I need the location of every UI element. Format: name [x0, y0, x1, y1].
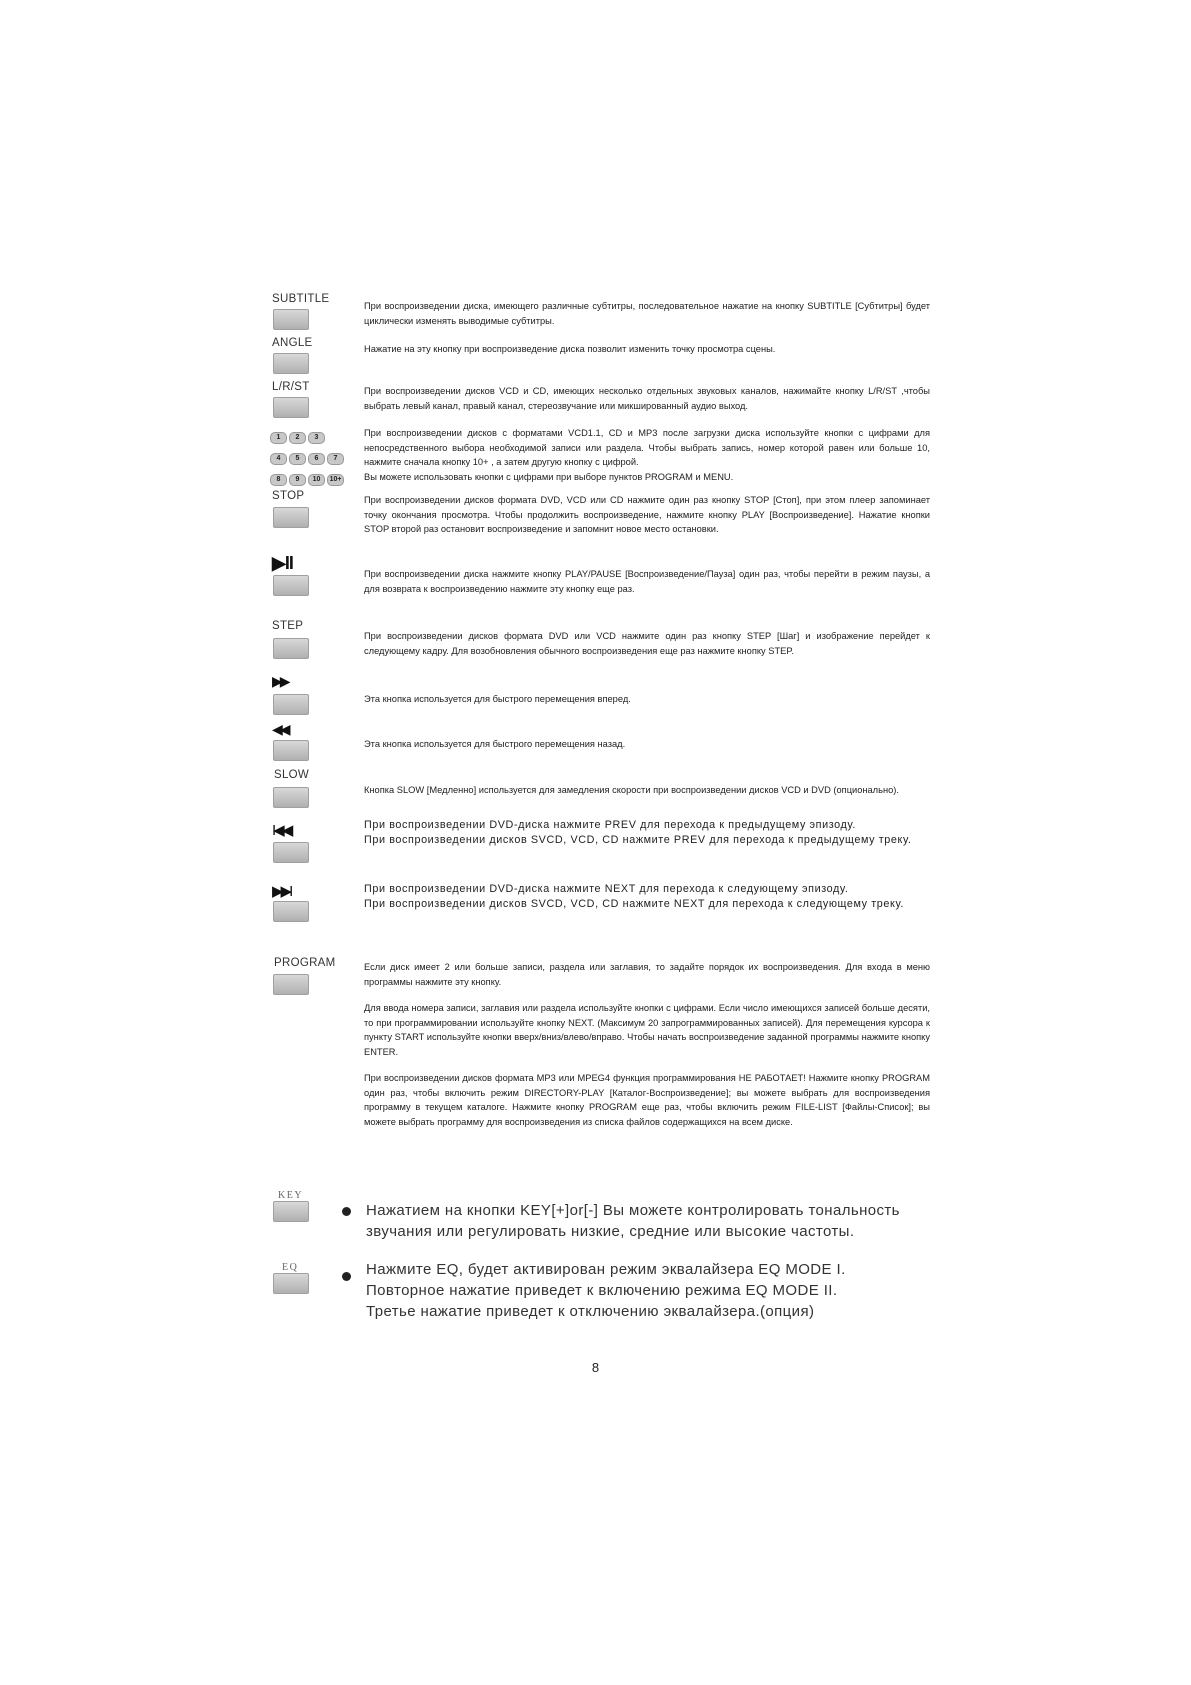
step-label: STEP	[272, 620, 304, 632]
step-button-icon	[273, 638, 309, 659]
lrst-description: При воспроизведении дисков VCD и CD, имеющих несколько отдельных звуковых каналов, нажимайте кнопку L/R/ST ,чтобы выбрать левый канал, правый канал, стереозвучание или микшированный аудио выход.	[364, 386, 930, 411]
next-icon: ▶▶I	[272, 883, 291, 900]
program-button-icon	[273, 974, 309, 995]
key-label: KEY	[278, 1190, 304, 1201]
angle-label: ANGLE	[272, 337, 313, 349]
playpause-description: При воспроизведении диска нажмите кнопку PLAY/PAUSE [Воспроизведение/Пауза] один раз, чтобы перейти в режим паузы, а для возврата к воспроизведению нажмите эту кнопку еще раз.	[364, 569, 930, 594]
backward-description: Эта кнопка используется для быстрого перемещения назад.	[364, 739, 626, 749]
slow-description: Кнопка SLOW [Медленно] используется для замедления скорости при воспроизведении дисков VCD и DVD (опционально).	[364, 785, 899, 795]
angle-button-icon	[273, 353, 309, 374]
play-pause-icon: ▶II	[272, 553, 293, 573]
subtitle-button-icon	[273, 309, 309, 330]
number-keys-description: При воспроизведении дисков с форматами VCD1.1, CD и MP3 после загрузки диска используйте кнопки с цифрами для непосредственного выбора необходимой записи или раздела. Чтобы выбрать запись, номер которой равен или больше 10, нажмите сначала кнопку 10+ , а затем другую кнопку с цифрой. Вы можете использовать кнопки с цифрами при выборе пунктов PROGRAM и MENU.	[364, 428, 930, 482]
slow-button-icon	[273, 787, 309, 808]
prev-description: При воспроизведении DVD-диска нажмите PREV для перехода к предыдущему эпизоду. При воспроизведении дисков SVCD, VCD, CD нажмите PREV для перехода к предыдущему треку.	[364, 819, 912, 846]
lrst-label: L/R/ST	[272, 381, 310, 393]
subtitle-label: SUBTITLE	[272, 293, 330, 305]
stop-description: При воспроизведении дисков формата DVD, VCD или CD нажмите один раз кнопку STOP [Стоп], при этом плеер запоминает точку окончания просмотра. Чтобы продолжить воспроизведение, нажмите кнопку PLAY [Воспроизведение]. Нажатие кнопки STOP второй раз остановит воспроизведение и запомнит новое место остановки.	[364, 495, 930, 534]
eq-description: Нажмите EQ, будет активирован режим эквалайзера EQ MODE I. Повторное нажатие приведет к включению режима EQ MODE II. Третье нажатие приведет к отключению эквалайзера.(опция)	[366, 1261, 846, 1320]
forward-button-icon	[273, 694, 309, 715]
stop-button-icon	[273, 507, 309, 528]
previous-icon: I◀◀	[272, 822, 291, 839]
fast-forward-icon: ▶▶	[272, 673, 288, 689]
number-keys-icon: 1 2 3 4 5 6 7 8 9 10 10+	[270, 426, 350, 489]
key-button-icon	[273, 1201, 309, 1222]
forward-description: Эта кнопка используется для быстрого перемещения вперед.	[364, 694, 631, 704]
backward-button-icon	[273, 740, 309, 761]
program-description: Если диск имеет 2 или больше записи, раздела или заглавия, то задайте порядок их воспроизведения. Для входа в меню программы нажмите эту кнопку. Для ввода номера записи, заглавия или раздела используйте кнопки с цифрами. Если число имеющихся записей больше десяти, то при программировании используйте кнопку NEXT. (Максимум 20 запрограммированных записей). Для перемещения курсора к пункту START используйте кнопки вверх/вниз/влево/вправо. Чтобы начать воспроизведение заданной программы нажмите кнопку ENTER. При воспроизведении дисков формата MP3 или MPEG4 функция программирования НЕ РАБОТАЕТ! Нажмите кнопку PROGRAM один раз, чтобы включить режим DIRECTORY-PLAY [Каталог-Воспроизведение]; вы можете выбрать для воспроизведения программу в текущем каталоге. Нажмите кнопку PROGRAM еще раз, чтобы включить режим FILE-LIST [Файлы-Список]; вы можете выбрать программу для воспроизведения из списка файлов содержащихся на всем диске.	[364, 962, 930, 1127]
program-label: PROGRAM	[274, 957, 336, 969]
page-number: 8	[591, 1360, 600, 1375]
key-description: Нажатием на кнопки KEY[+]or[-] Вы можете контролировать тональность звучания или регулировать низкие, средние или высокие частоты.	[366, 1202, 900, 1240]
fast-backward-icon: ◀◀	[272, 721, 288, 737]
eq-label: EQ	[282, 1262, 299, 1273]
playpause-button-icon	[273, 575, 309, 596]
slow-label: SLOW	[274, 769, 310, 781]
next-description: При воспроизведении DVD-диска нажмите NEXT для перехода к следующему эпизоду. При воспроизведении дисков SVCD, VCD, CD нажмите NEXT для перехода к следующему треку.	[364, 883, 904, 910]
step-description: При воспроизведении дисков формата DVD или VCD нажмите один раз кнопку STEP [Шаг] и изображение перейдет к следующему кадру. Для возобновления обычного воспроизведения еще раз нажмите кнопку STEP.	[364, 631, 930, 656]
eq-button-icon	[273, 1273, 309, 1294]
eq-bullet	[342, 1272, 351, 1281]
lrst-button-icon	[273, 397, 309, 418]
key-bullet	[342, 1207, 351, 1216]
stop-label: STOP	[272, 490, 305, 502]
subtitle-description: При воспроизведении диска, имеющего различные субтитры, последовательное нажатие на кнопку SUBTITLE [Субтитры] будет циклически изменять выводимые субтитры.	[364, 301, 930, 326]
next-button-icon	[273, 901, 309, 922]
prev-button-icon	[273, 842, 309, 863]
angle-description: Нажатие на эту кнопку при воспроизведение диска позволит изменить точку просмотра сцены.	[364, 344, 776, 354]
